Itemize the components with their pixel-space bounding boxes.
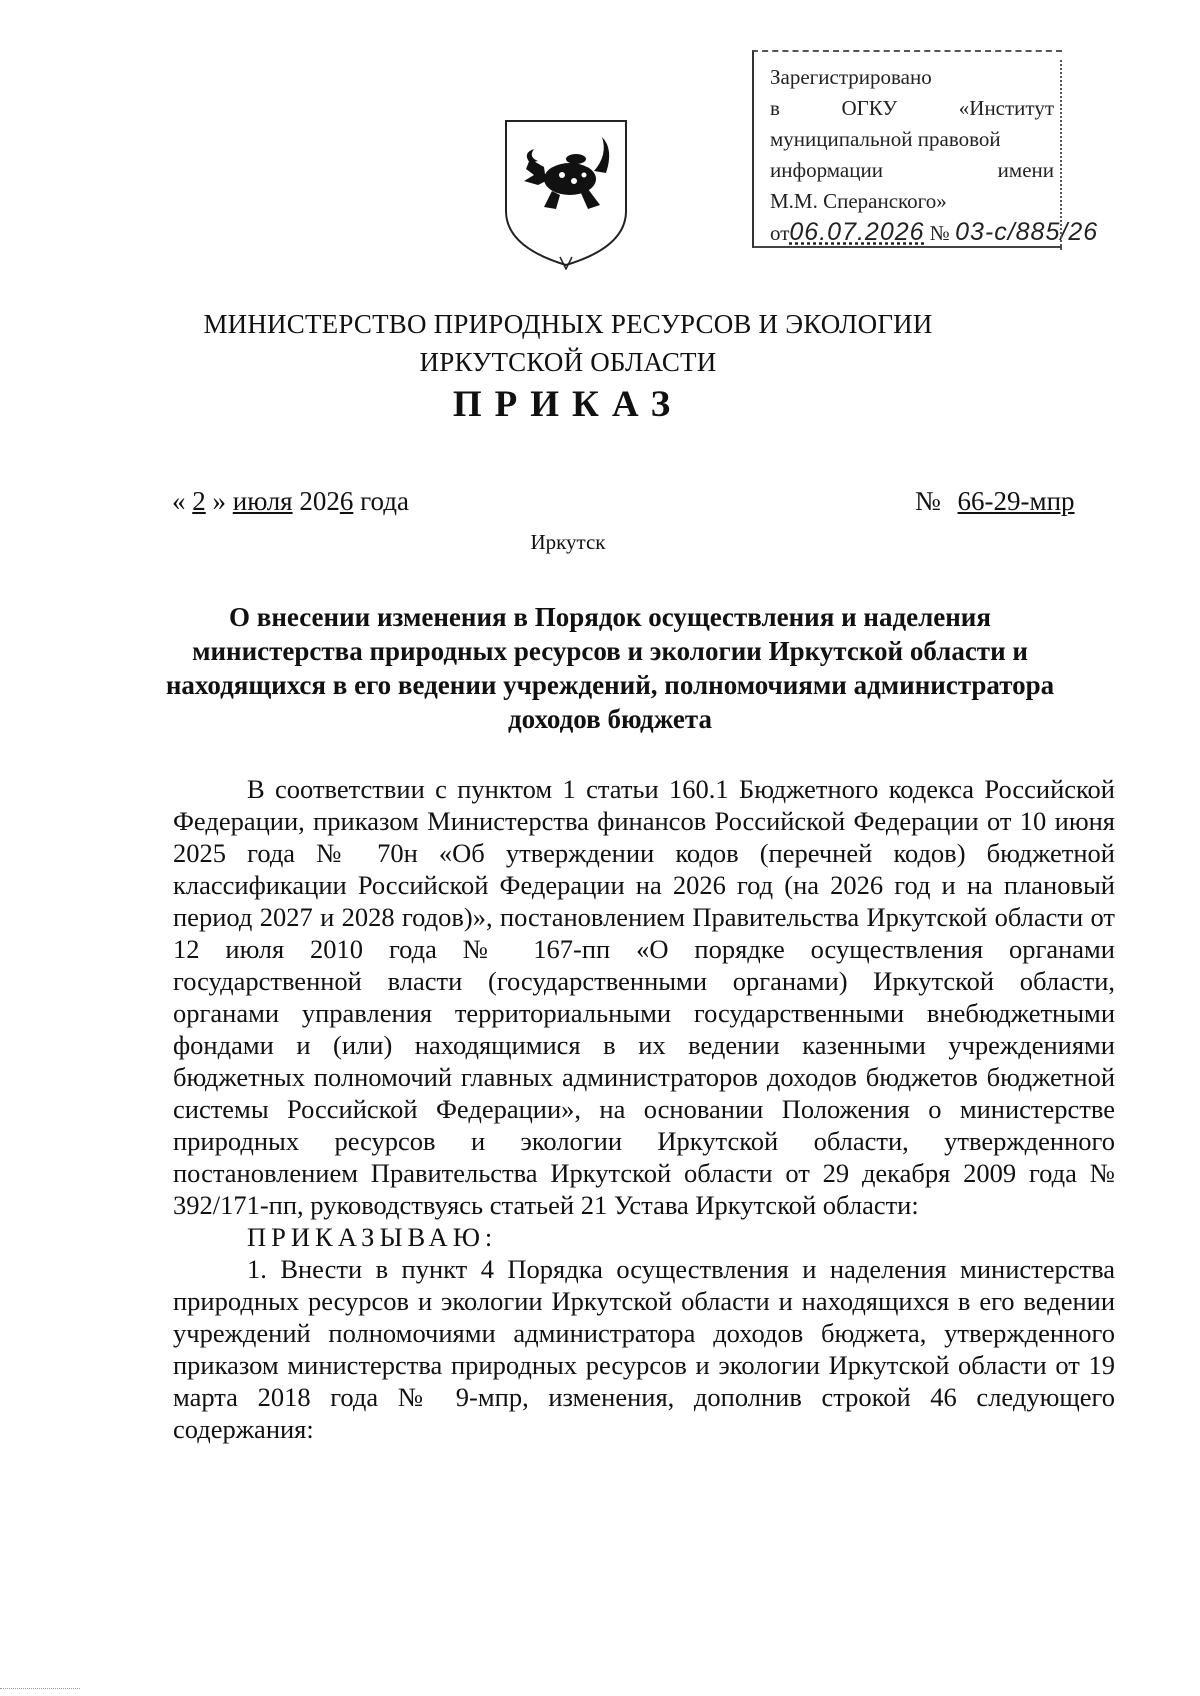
registration-stamp — [752, 50, 1099, 248]
coat-of-arms-emblem — [500, 115, 632, 270]
stamp-line-information — [770, 155, 1054, 186]
stamp-from-label: от — [770, 221, 790, 245]
date-year-prefix: 202 — [299, 486, 340, 516]
stamp-word-named: имени — [997, 158, 1054, 182]
stamp-line-speransky: М.М. Сперанского» — [770, 189, 947, 213]
ministry-name-line1: МИНИСТЕРСТВО ПРИРОДНЫХ РЕСУРСОВ И ЭКОЛОГИИ — [203, 309, 933, 339]
clause-1-paragraph: 1. Внести в пункт 4 Порядка осуществления и наделения министерства природных ресурсов и экологии Иркутской области и находящихся в его ведении учреждений полномочиями администратора доходов бюджета, утвержденного приказом министерства природных ресурсов и экологии Иркутской области от 19 марта 2018 года № 9-мпр, изменения, дополнив строкой 46 следующего содержания: — [173, 1254, 1115, 1444]
city-name: Иркутск — [530, 530, 606, 554]
stamp-line-municipal: муниципальной правовой — [770, 127, 1001, 151]
ministry-header — [0, 305, 1136, 381]
order-word: ПРИКАЗЫВАЮ: — [247, 1222, 498, 1252]
stamp-dotted-edge — [1060, 60, 1066, 250]
order-body — [173, 773, 1115, 1445]
order-number-value: 66-29-мпр — [957, 486, 1075, 516]
order-number-label: № — [915, 486, 941, 516]
stamp-handwritten-date: 06.07.2026 — [789, 218, 925, 246]
stamp-line-date-number — [770, 217, 1099, 249]
stamp-number-label: № — [929, 221, 950, 245]
stamp-line-institute — [770, 93, 1054, 124]
order-number — [915, 486, 1093, 517]
ministry-name-line2: ИРКУТСКОЙ ОБЛАСТИ — [419, 347, 717, 377]
stamp-word-in: в — [770, 96, 780, 120]
date-month: июля — [232, 486, 293, 516]
date-day: 2 — [192, 486, 206, 516]
stamp-word-information: информации — [770, 158, 883, 182]
scan-edge-mark — [0, 1688, 80, 1691]
stamp-line-registered: Зарегистрировано — [770, 65, 932, 89]
date-year-last-digit: 6 — [339, 486, 354, 516]
stamp-word-institute: «Институт — [958, 96, 1054, 120]
stamp-handwritten-number: 03-с/885/26 — [955, 218, 1099, 246]
stamp-word-ogku: ОГКУ — [841, 96, 898, 120]
preamble-paragraph: В соответствии с пунктом 1 статьи 160.1 Бюджетного кодекса Российской Федерации, приказом Министерства финансов Российской Федерации от 10 июня 2025 года № 70н «Об утверждении кодов (перечней кодов) бюджетной классификации Российской Федерации на 2026 год (на 2026 год и на плановый период 2027 и 2028 годов)», постановлением Правительства Иркутской области от 12 июля 2010 года № 167-пп «О порядке осуществления органами государственной власти (государственными органами) Иркутской области, органами управления территориальными государственными внебюджетными фондами и (или) находящимися в их ведении казенными учреждениями бюджетных полномочий главных администраторов доходов бюджетов бюджетной системы Российской Федерации», на основании Положения о министерстве природных ресурсов и экологии Иркутской области, утвержденного постановлением Правительства Иркутской области от 29 декабря 2009 года № 392/171-пп, руководствуясь статьей 21 Устава Иркутской области: — [173, 774, 1115, 1220]
date-open-quote: « — [172, 486, 186, 516]
date-year-word: года — [360, 486, 409, 516]
order-date — [172, 486, 409, 517]
document-type-heading: ПРИКАЗ — [452, 384, 684, 425]
date-close-quote: » — [212, 486, 226, 516]
order-title: О внесении изменения в Порядок осуществления и наделения министерства природных ресурсов и экологии Иркутской области и находящихся в его ведении учреждений, полномочиями администратора доходов бюджета — [165, 602, 1055, 734]
